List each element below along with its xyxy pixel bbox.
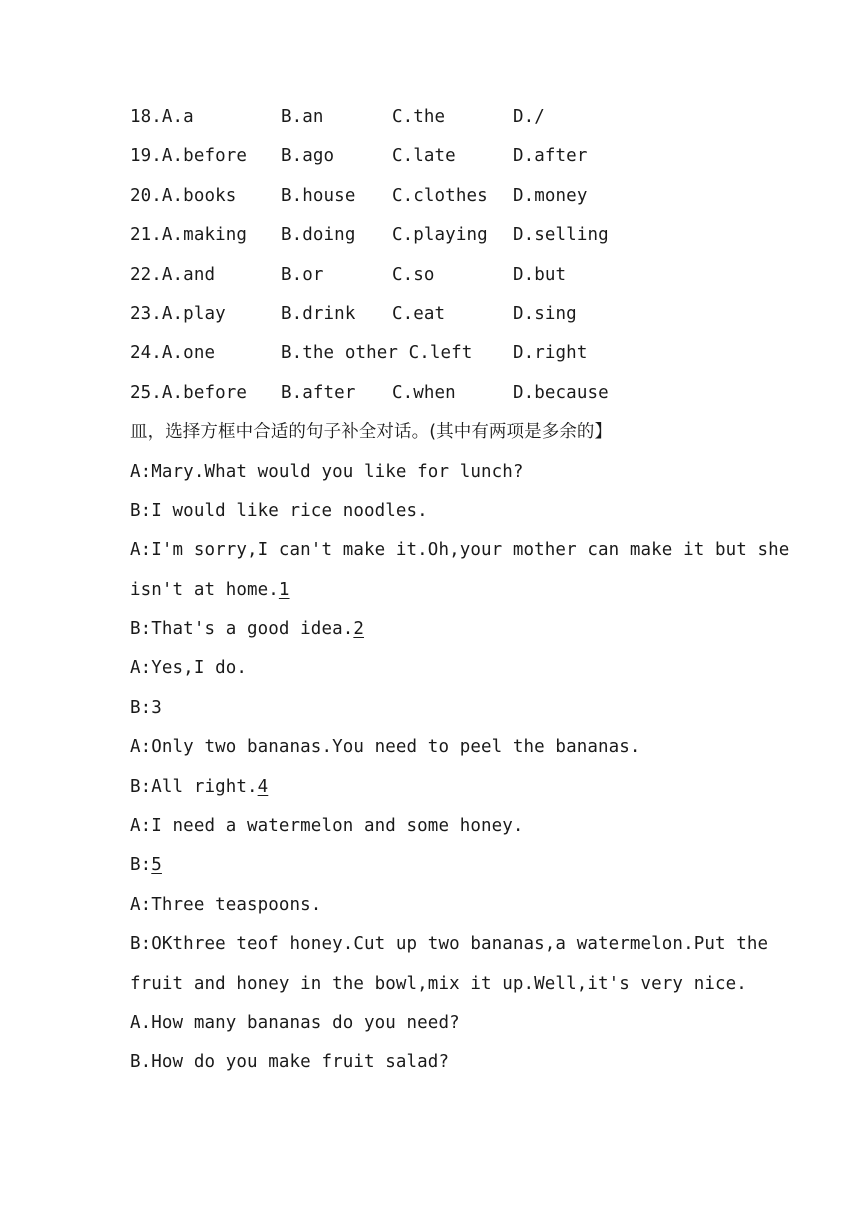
option-d: D.selling: [513, 225, 609, 246]
option-d: D./: [513, 107, 545, 127]
dialogue-text: B:All right.: [130, 776, 258, 797]
dialogue-line: A:Only two bananas.You need to peel the bananas.: [130, 737, 641, 758]
option-row-23: [130, 295, 820, 334]
option-b: B.an: [281, 107, 324, 127]
dialogue-line: fruit and honey in the bowl,mix it up.Well,it's very nice.: [130, 973, 747, 994]
option-d: D.after: [513, 146, 588, 167]
worksheet-page: [130, 98, 820, 1083]
option-row-20: [130, 177, 820, 216]
option-c: C.late: [392, 146, 456, 167]
dialogue-line: B:OKthree teof honey.Cut up two bananas,a watermelon.Put the: [130, 934, 769, 955]
dialogue-text: B:: [130, 855, 152, 876]
option-a: 25.A.before: [130, 382, 247, 403]
option-c: C.when: [392, 382, 456, 403]
dialogue-line: A:Three teaspoons.: [130, 894, 322, 915]
dialogue-text: isn't at home.: [130, 579, 279, 600]
option-c: C.eat: [392, 303, 446, 324]
section-heading: 皿，选择方框中合适的句子补全对话。(其中有两项是多余的】: [130, 422, 613, 443]
option-c: C.playing: [392, 225, 488, 246]
option-row-22: [130, 256, 820, 295]
option-b: B.doing: [281, 225, 356, 246]
option-c: C.clothes: [392, 185, 488, 206]
dialogue-line: B:I would like rice noodles.: [130, 500, 428, 521]
option-d: D.money: [513, 185, 588, 206]
dialogue-line: A:Yes,I do.: [130, 658, 247, 679]
choice-a: A.How many bananas do you need?: [130, 1012, 460, 1033]
option-a: 20.A.books: [130, 185, 237, 206]
choice-b: B.How do you make fruit salad?: [130, 1052, 450, 1073]
option-b: B.drink: [281, 303, 356, 324]
dialogue-line: [130, 846, 820, 885]
option-row-18: [130, 98, 820, 137]
option-d: D.sing: [513, 303, 577, 324]
blank-5: 5: [151, 855, 162, 876]
option-a: 21.A.making: [130, 225, 247, 246]
option-a: 22.A.and: [130, 264, 216, 285]
option-c: C.so: [392, 264, 435, 285]
option-row-24: [130, 334, 820, 373]
option-row-19: [130, 137, 820, 176]
option-a: 19.A.before: [130, 146, 247, 167]
blank-2: 2: [353, 619, 364, 640]
option-row-21: [130, 216, 820, 255]
option-c: C.the: [392, 107, 446, 127]
option-b: B.house: [281, 185, 356, 206]
dialogue-line: [130, 768, 820, 807]
blank-4: 4: [257, 776, 269, 797]
dialogue-line: [130, 610, 820, 649]
option-b: B.or: [281, 264, 324, 285]
option-d: D.right: [513, 343, 588, 364]
option-b: B.the other C.left: [281, 343, 473, 364]
option-b: B.after: [281, 382, 356, 403]
option-d: D.because: [513, 382, 609, 403]
option-a: 24.A.one: [130, 343, 216, 364]
dialogue-line: B:3: [130, 697, 162, 718]
dialogue-line: A:Mary.What would you like for lunch?: [130, 461, 524, 482]
option-row-25: [130, 374, 820, 413]
option-b: B.ago: [281, 146, 335, 167]
dialogue-line: A:I'm sorry,I can't make it.Oh,your mother can make it but she: [130, 540, 790, 561]
dialogue-line: A:I need a watermelon and some honey.: [130, 816, 524, 837]
dialogue-text: B:That's a good idea.: [130, 619, 354, 640]
dialogue-line: [130, 571, 820, 610]
option-a: 23.A.play: [130, 303, 226, 324]
option-a: 18.A.a: [130, 107, 194, 127]
blank-1: 1: [278, 579, 290, 600]
option-d: D.but: [513, 264, 567, 285]
